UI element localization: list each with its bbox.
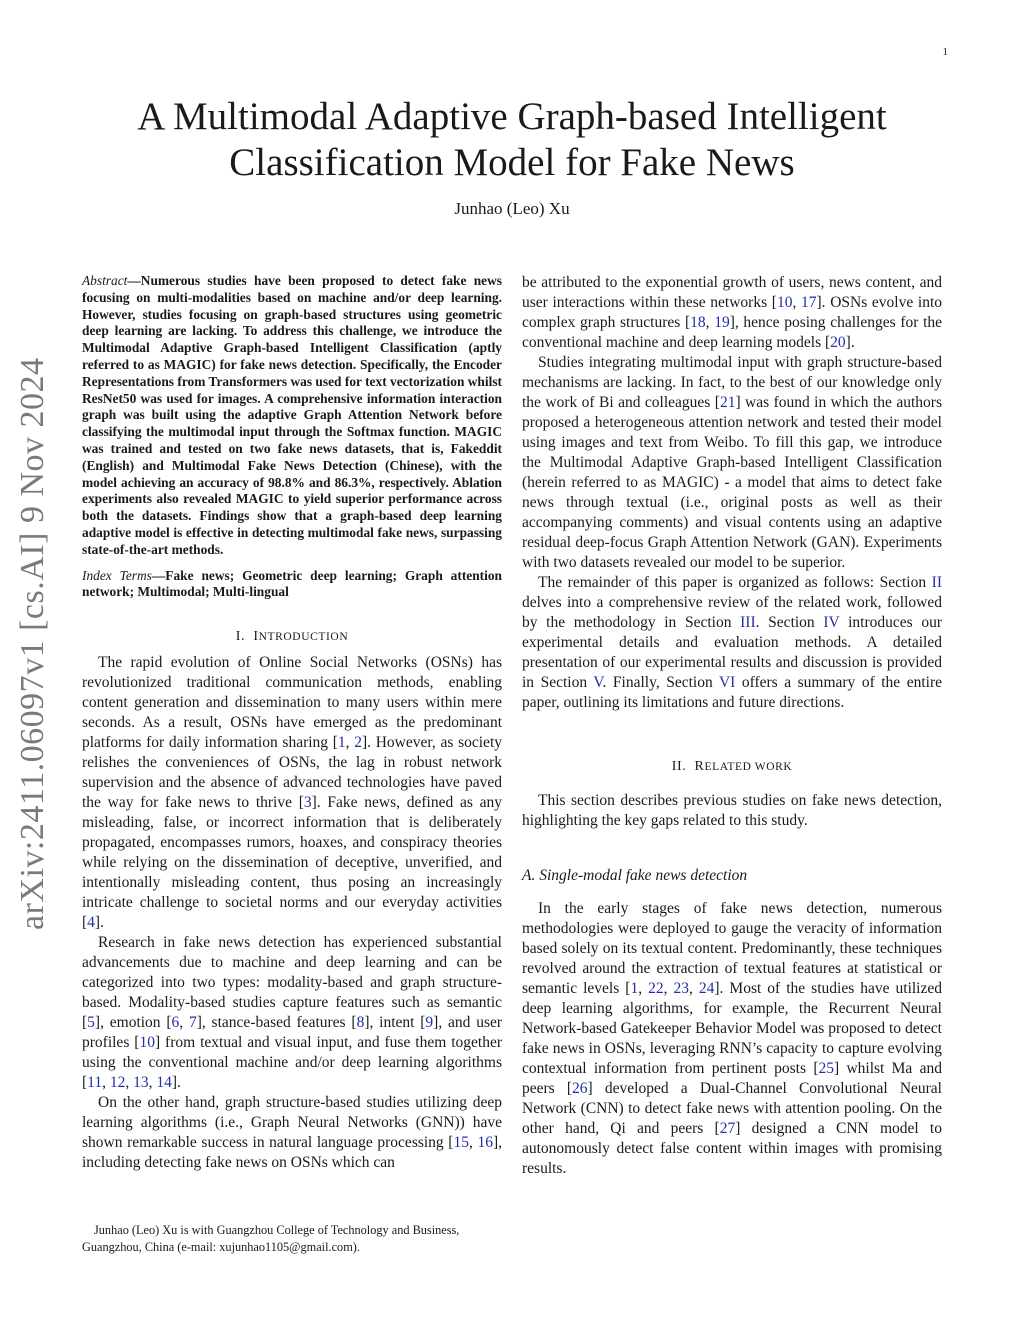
section-reference-link[interactable]: IV xyxy=(823,614,840,631)
citation-link[interactable]: 24 xyxy=(698,980,715,997)
citation-link[interactable]: 11 xyxy=(87,1074,103,1092)
citation-link[interactable]: 2 xyxy=(354,734,362,752)
citation-link[interactable]: 22 xyxy=(648,980,664,997)
citation-link[interactable]: 10 xyxy=(139,1034,155,1052)
intro-paragraph-1: The rapid evolution of Online Social Networks (OSNs) has revolutionized traditional communication methods, enabling content generation and dissemination to many users within mere seconds. As a result, OSNs have emerged as the predominant platforms for daily information sharing [1, 2]. However, as society relishes the conveniences of OSNs, the lag in robust network supervision and the absence of advanced technologies have paved the way for fake news to thrive [3]. Fake news, defined as any misleading, false, or incorrect information that is deliberately propagated, encompasses rumors, hoaxes, and conspiracy theories while relying on the dissemination of deceptive, unverified, and intentionally misleading content, thus posing an increasingly intricate challenge to societal norms and our everyday activities [4]. xyxy=(82,654,502,932)
author-affiliation-footnote: Junhao (Leo) Xu is with Guangzhou College of Technology and Business, Guangzhou, China (e-mail: xujunhao1105@gmail.com). xyxy=(82,1223,460,1254)
title-line-2: Classification Model for Fake News xyxy=(229,141,795,184)
citation-link[interactable]: 20 xyxy=(830,334,846,351)
section-heading-related-work: II. RELATED WORK xyxy=(671,759,793,774)
intro-continuation-paragraph: be attributed to the exponential growth of users, news content, and user interactions within these networks [10, 17]. OSNs evolve into complex graph structures [18, 19], hence posing challenges for the conventional machine and deep learning models [20]. xyxy=(522,274,943,351)
related-work-intro-paragraph: This section describes previous studies on fake news detection, highlighting the key gaps related to this study. xyxy=(522,792,942,829)
title-line-1: A Multimodal Adaptive Graph-based Intelligent xyxy=(137,95,887,138)
citation-link[interactable]: 4 xyxy=(87,914,95,932)
citation-link[interactable]: 18 xyxy=(690,314,706,331)
citation-link[interactable]: 13 xyxy=(133,1074,149,1092)
citation-link[interactable]: 6 xyxy=(171,1014,180,1032)
citation-link[interactable]: 14 xyxy=(156,1074,172,1092)
single-modal-paragraph: In the early stages of fake news detection, numerous methodologies were deployed to gauge the veracity of information based solely on its textual content. Predominantly, these techniques revolved around the extraction of textual features at statistical or semantic levels [1, 22, 23, 24]. Most of the studies have utilized deep learning algorithms, for example, the Recurrent Neural Network-based Gatekeeper Behavior Model was proposed to detect fake news in OSNs, leveraging RNN’s capacity to capture evolving contextual information from pertinent posts [25] whilst Ma and peers [26] developed a Dual-Channel Convolutional Neural Network (CNN) to detect fake news with attention pooling. On the other hand, Qi and peers [27] designed a CNN model to autonomously detect false content within images with promising results. xyxy=(522,900,942,1177)
abstract-text: —Numerous studies have been proposed to detect fake news focusing on multi-modalities based on machine and/or deep learning. However, studies focusing on graph-based structures using geometric deep learning are lacking. To address this challenge, we introduce the Multimodal Adaptive Graph-based Intelligent Classification (aptly referred to as MAGIC) for fake news detection. Specifically, the Encoder Representations from Transformers was used for text vectorization whilst ResNet50 was used for images. A comprehensive information interaction graph was built using the adaptive Graph Attention Network before classifying the multimodal input through the Softmax function. MAGIC was trained and tested on two fake news datasets, that is, Fakeddit (English) and Multimodal Fake News Detection (Chinese), with the model achieving an accuracy of 98.8% and 86.3%, respectively. Ablation experiments also revealed MAGIC to yield superior performance across both the datasets. Findings show that a graph-based deep learning adaptive model is effective in detecting multimodal fake news, surpassing state-of-the-art methods. xyxy=(82,273,502,557)
section-reference-link[interactable]: VI xyxy=(718,674,736,691)
citation-link[interactable]: 23 xyxy=(673,980,689,997)
index-terms-label: Index Terms xyxy=(82,567,152,583)
citation-link[interactable]: 10 xyxy=(776,294,793,311)
right-column xyxy=(522,273,942,1179)
citation-link[interactable]: 1 xyxy=(630,980,639,997)
citation-link[interactable]: 17 xyxy=(800,294,817,311)
citation-link[interactable]: 5 xyxy=(87,1014,95,1032)
abstract xyxy=(82,273,502,559)
citation-link[interactable]: 9 xyxy=(425,1014,434,1032)
index-terms xyxy=(82,568,502,602)
section-heading-introduction: I. INTRODUCTION xyxy=(235,629,349,645)
intro-paragraph-2: Research in fake news detection has experienced substantial advancements due to machine and deep learning and can be categorized into two types: modality-based and graph structure-based. Modality-based studies capture features such as semantic [5], emotion [6, 7], stance-based features [8], intent [9], and user profiles [10] from textual and visual input, and fuse them together using the conventional machine and/or deep learning algorithms [11, 12, 13, 14]. xyxy=(82,934,503,1092)
intro-paragraph-4: Studies integrating multimodal input with graph structure-based mechanisms are lacking. In fact, to the best of our knowledge only the work of Bi and colleagues [21] was found in which the authors proposed a heterogeneous attention network and tested their model using images and text from Weibo. To fill this gap, we introduce the Multimodal Adaptive Graph-based Intelligent Classification (herein referred to as MAGIC) - a model that aims to detect fake news through textual (i.e., original posts as well as their accompanying comments) and visual contents using an adaptive residual deep-focus Graph Attention Network (GAN). Experiments with two datasets revealed our model to be superior. xyxy=(522,354,942,571)
citation-link[interactable]: 26 xyxy=(572,1080,588,1097)
intro-paragraph-3: On the other hand, graph structure-based studies utilizing deep learning algorithms (i.e., Graph Neural Networks (GNN)) have shown remarkable success in natural language processing [15, 16], including detecting fake news on OSNs which can xyxy=(82,1094,503,1172)
left-column xyxy=(82,273,502,1173)
citation-link[interactable]: 16 xyxy=(477,1134,493,1152)
index-terms-text: —Fake news; Geometric deep learning; Graph attention network; Multimodal; Multi-lingual xyxy=(82,567,502,600)
section-reference-link[interactable]: II xyxy=(931,574,942,591)
citation-link[interactable]: 8 xyxy=(356,1014,365,1032)
citation-link[interactable]: 27 xyxy=(719,1120,736,1137)
citation-link[interactable]: 25 xyxy=(818,1060,834,1077)
citation-link[interactable]: 3 xyxy=(303,794,312,812)
citation-link[interactable]: 19 xyxy=(714,314,730,331)
citation-link[interactable]: 21 xyxy=(719,394,736,411)
author-name: Junhao (Leo) Xu xyxy=(454,199,570,218)
citation-link[interactable]: 15 xyxy=(453,1134,469,1152)
intro-paragraph-5: The remainder of this paper is organized as follows: Section II delves into a comprehensive review of the related work, followed by the methodology in Section III. Section IV introduces our experimental details and evaluation methods. A detailed presentation of our experimental results and discussion is provided in Section V. Finally, Section VI offers a summary of the entire paper, outlining its limitations and future directions. xyxy=(522,574,943,711)
arxiv-identifier[interactable]: arXiv:2411.06097v1 [cs.AI] 9 Nov 2024 xyxy=(14,357,51,930)
section-reference-link[interactable]: III xyxy=(740,614,756,631)
subsection-heading-single-modal: A. Single-modal fake news detection xyxy=(522,867,748,884)
citation-link[interactable]: 1 xyxy=(337,734,346,752)
paper-title xyxy=(80,94,944,186)
citation-link[interactable]: 7 xyxy=(188,1014,197,1032)
page-number: 1 xyxy=(942,46,948,58)
section-reference-link[interactable]: V xyxy=(593,674,603,691)
citation-link[interactable]: 12 xyxy=(109,1074,126,1092)
abstract-label: Abstract xyxy=(82,273,128,288)
